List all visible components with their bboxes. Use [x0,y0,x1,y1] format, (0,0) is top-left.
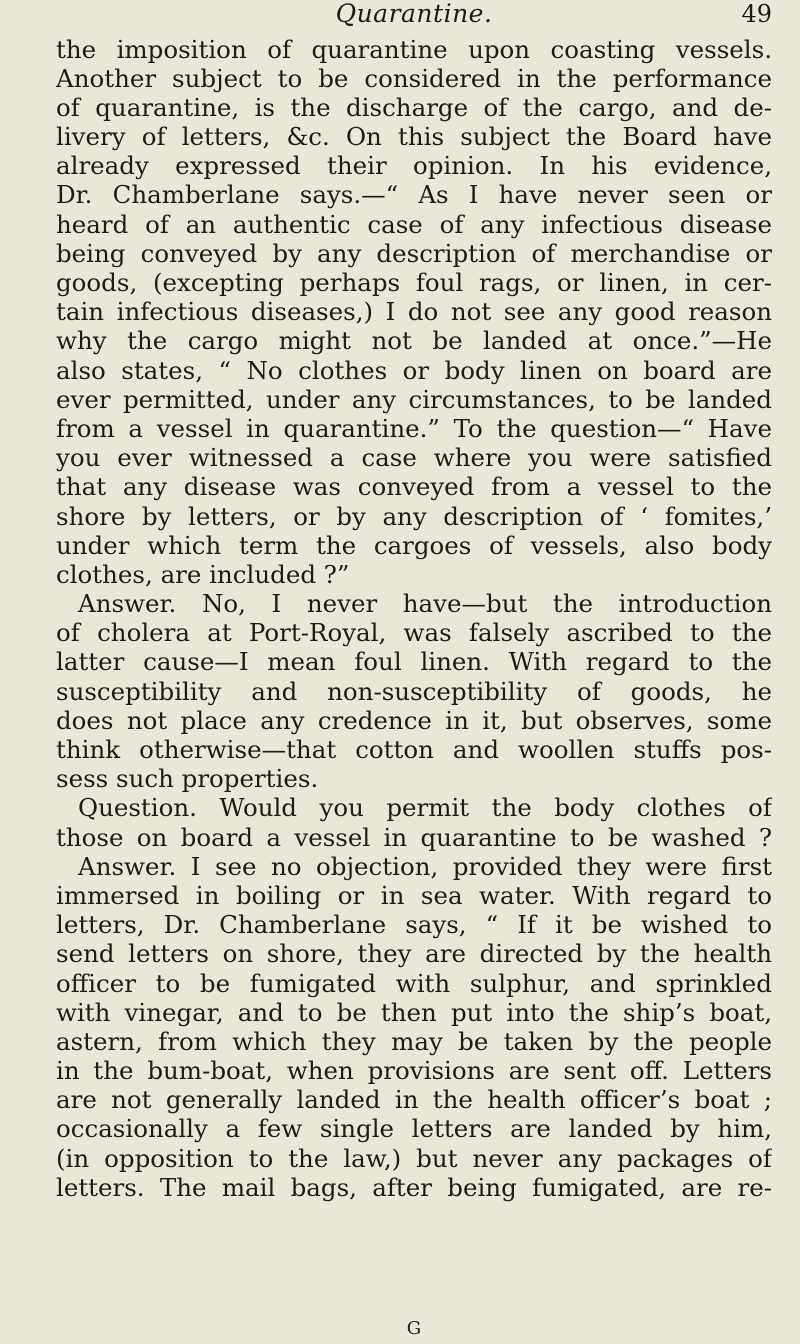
text-line: Question. Would you permit the body clothes of [78,793,772,823]
text-line: susceptibility and non-susceptibility of goods, he [56,676,772,706]
text-line: heard of an authentic case of any infectious disease [56,209,772,239]
text-line: are not generally landed in the health officer’s boat ; [56,1085,772,1115]
text-line: Dr. Chamberlane says.—“ As I have never seen or [56,180,772,210]
text-line: being conveyed by any description of merchandise or [56,238,772,268]
text-line: already expressed their opinion. In his evidence, [56,151,772,181]
text-line: of quarantine, is the discharge of the cargo, and de- [56,92,772,122]
text-line: in the bum-boat, when provisions are sent off. Letters [56,1056,772,1086]
text-line: latter cause—I mean foul linen. With regard to the [56,647,772,677]
running-title: Quarantine. [335,0,493,28]
text-line: ever permitted, under any circumstances, to be landed [56,384,772,414]
text-line: from a vessel in quarantine.” To the question—“ Have [56,413,772,443]
text-line: immersed in boiling or in sea water. With regard to [56,880,772,910]
text-line: of cholera at Port-Royal, was falsely ascribed to the [56,618,772,648]
text-line: the imposition of quarantine upon coasting vessels. [56,34,772,64]
text-line: Answer. I see no objection, provided they were first [78,851,772,881]
text-line: think otherwise—that cotton and woollen stuffs pos- [56,735,772,764]
text-line: does not place any credence in it, but observes, some [56,705,772,735]
text-line: letters, Dr. Chamberlane says, “ If it be wished to [56,910,772,940]
text-line: sess such properties. [56,764,319,794]
text-line: Answer. No, I never have—but the introduction [78,589,772,619]
text-line: you ever witnessed a case where you were satisfied [56,443,772,473]
page-number: 49 [741,0,772,28]
text-line: occasionally a few single letters are landed by him, [56,1114,772,1144]
text-line: with vinegar, and to be then put into the ship’s boat, [56,997,772,1027]
text-line: those on board a vessel in quarantine to be washed ? [56,822,772,852]
text-line: livery of letters, &c. On this subject the Board have [56,122,772,152]
text-line: that any disease was conveyed from a vessel to the [56,472,772,502]
text-line: Another subject to be considered in the performance [56,63,772,93]
text-line: officer to be fumigated with sulphur, and sprinkled [56,968,772,998]
text-line: why the cargo might not be landed at once.”—He [56,326,772,356]
text-line: send letters on shore, they are directed by the health [56,939,772,969]
text-line: shore by letters, or by any description of ‘ fomites,’ [56,501,772,531]
text-line: under which term the cargoes of vessels, also body [56,530,772,560]
page-header [56,0,772,28]
text-line: astern, from which they may be taken by the people [56,1026,772,1056]
text-line: clothes, are included ?” [56,559,350,589]
text-line: tain infectious diseases,) I do not see any good reason [56,297,772,327]
signature-mark: G [406,1318,422,1339]
text-line: letters. The mail bags, after being fumigated, are re- [56,1172,772,1202]
text-line: (in opposition to the law,) but never any packages of [56,1143,772,1173]
text-line: goods, (excepting perhaps foul rags, or linen, in cer- [56,268,772,297]
text-line: also states, “ No clothes or body linen on board are [56,355,772,385]
body-text [56,35,772,1203]
